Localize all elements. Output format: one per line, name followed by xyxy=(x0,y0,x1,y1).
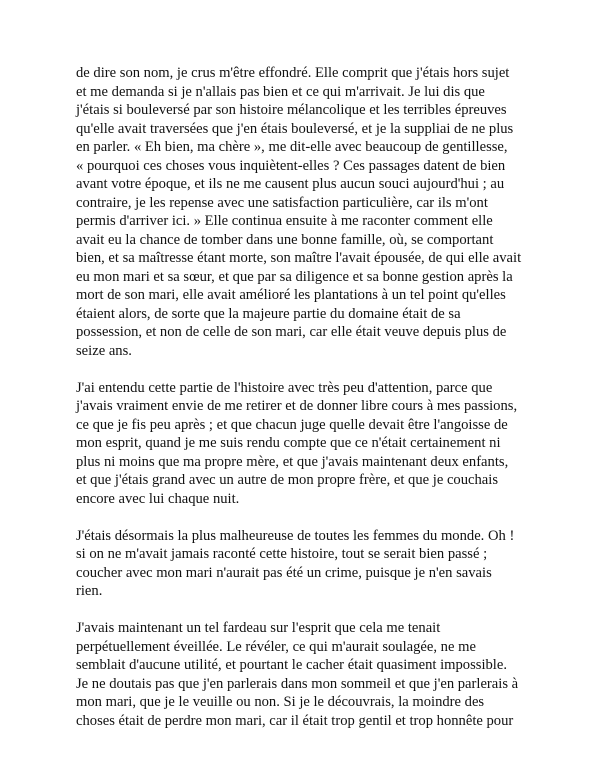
text-line: si on ne m'avait jamais raconté cette histoire, tout se serait bien passé ; xyxy=(76,546,488,562)
text-line: perpétuellement éveillée. Le révéler, ce qui m'aurait soulagée, ne me xyxy=(76,638,476,655)
text-line: plus ni moins que ma propre mère, et que j'avais maintenant deux enfants, xyxy=(76,453,509,470)
paragraph-3 xyxy=(76,527,538,601)
text-line: encore avec lui chaque nuit. xyxy=(76,490,240,507)
text-line: eu mon mari et sa sœur, et que par sa diligence et sa bonne gestion après la xyxy=(76,268,513,285)
text-line: contraire, je les repense avec une satisfaction particulière, car ils m'ont xyxy=(76,194,488,211)
text-line: et que j'étais grand avec un autre de mon propre frère, et que je couchais xyxy=(76,472,499,488)
paragraph-1 xyxy=(76,64,538,360)
text-line: semblait d'aucune utilité, et pourtant le cacher était quasiment impossible. xyxy=(76,657,507,673)
text-line: J'ai entendu cette partie de l'histoire avec très peu d'attention, parce que xyxy=(76,379,493,396)
text-line: choses était de perdre mon mari, car il était trop gentil et trop honnête pour xyxy=(76,712,514,729)
text-line: et me demanda si je n'allais pas bien et ce qui m'arrivait. Je lui dis que xyxy=(76,83,485,100)
text-line: qu'elle avait traversées que j'en étais bouleversé, et je la suppliai de ne plus xyxy=(76,120,514,137)
text-line: « pourquoi ces choses vous inquiètent-elles ? Ces passages datent de bien xyxy=(76,157,506,174)
body-text xyxy=(76,64,538,749)
text-line: mon mari, que je le veuille ou non. Si je le découvrais, la moindre des xyxy=(76,694,485,710)
text-line: étaient alors, de sorte que la majeure partie du domaine était de sa xyxy=(76,305,461,322)
text-line: ce que je fis peu après ; et que chacun juge quelle devait être l'angoisse de xyxy=(76,416,508,433)
text-line: Je ne doutais pas que j'en parlerais dans mon sommeil et que j'en parlerais à xyxy=(76,675,519,692)
text-line: bien, et sa maîtresse étant morte, son maître l'avait épousée, de qui elle avait xyxy=(76,250,522,266)
text-line: J'étais désormais la plus malheureuse de toutes les femmes du monde. Oh ! xyxy=(76,527,515,544)
text-line: avant votre époque, et ils ne me causent plus aucun souci aujourd'hui ; au xyxy=(76,176,505,192)
text-line: en parler. « Eh bien, ma chère », me dit-elle avec beaucoup de gentillesse, xyxy=(76,139,508,155)
paragraph-2 xyxy=(76,379,538,509)
text-line: coucher avec mon mari n'aurait pas été un crime, puisque je n'en savais xyxy=(76,564,492,581)
text-line: j'étais si bouleversé par son histoire mélancolique et les terribles épreuves xyxy=(76,102,507,118)
paragraph-4 xyxy=(76,619,538,730)
text-line: seize ans. xyxy=(76,342,132,359)
text-line: avait eu la chance de tomber dans une bonne famille, où, se comportant xyxy=(76,231,494,248)
text-line: rien. xyxy=(76,583,103,599)
text-line: de dire son nom, je crus m'être effondré. Elle comprit que j'étais hors sujet xyxy=(76,65,510,81)
text-line: permis d'arriver ici. » Elle continua ensuite à me raconter comment elle xyxy=(76,213,493,229)
text-line: mort de son mari, elle avait amélioré les plantations à un tel point qu'elles xyxy=(76,287,506,303)
text-line: possession, et non de celle de son mari, car elle était veuve depuis plus de xyxy=(76,324,507,340)
text-line: j'avais vraiment envie de me retirer et de donner libre cours à mes passions, xyxy=(76,398,518,414)
text-line: mon esprit, quand je me suis rendu compte que ce n'était certainement ni xyxy=(76,435,501,451)
text-line: J'avais maintenant un tel fardeau sur l'esprit que cela me tenait xyxy=(76,620,441,636)
